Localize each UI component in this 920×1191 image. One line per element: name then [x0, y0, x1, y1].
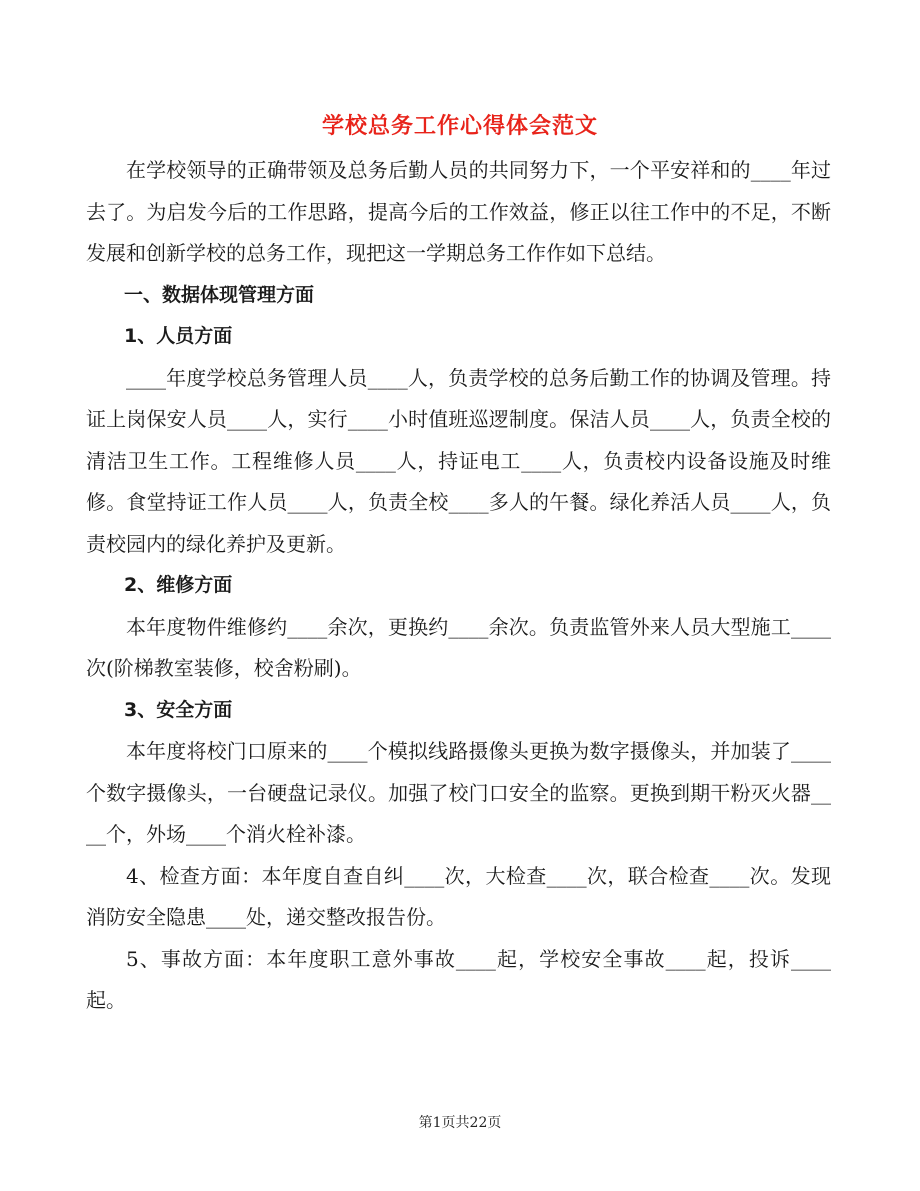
personnel-paragraph: ____年度学校总务管理人员____人，负责学校的总务后勤工作的协调及管理。持证上岗保安人员____人，实行____小时值班巡逻制度。保洁人员____人，负责全校的清洁卫生工作。工程维修人员____人，持证电工____人，负责校内设备设施及时维修。食堂持证工作人员____人，负责全校____多人的午餐。绿化养活人员____人，负责校园内的绿化养护及更新。	[86, 365, 831, 556]
maintenance-paragraph: 本年度物件维修约____余次，更换约____余次。负责监管外来人员大型施工____次(阶梯教室装修，校舍粉刷)。	[86, 614, 831, 680]
document-body	[86, 150, 831, 1022]
accident-paragraph: 5、事故方面：本年度职工意外事故____起，学校安全事故____起，投诉____起。	[86, 946, 831, 1012]
inspection-paragraph: 4、检查方面：本年度自查自纠____次，大检查____次，联合检查____次。发现消防安全隐患____处，递交整改报告份。	[86, 863, 831, 929]
subsection-heading-safety: 3、安全方面	[124, 698, 233, 721]
safety-paragraph: 本年度将校门口原来的____个模拟线路摄像头更换为数字摄像头，并加装了____个数字摄像头，一台硬盘记录仪。加强了校门口安全的监察。更换到期干粉灭火器____个，外场____个消火栓补漆。	[86, 739, 831, 846]
page-number-footer: 第1页共22页	[418, 1115, 502, 1131]
subsection-heading-personnel: 1、人员方面	[124, 325, 233, 347]
subsection-heading-maintenance: 2、维修方面	[124, 574, 233, 596]
intro-paragraph: 在学校领导的正确带领及总务后勤人员的共同努力下，一个平安祥和的____年过去了。为启发今后的工作思路，提高今后的工作效益，修正以往工作中的不足，不断发展和创新学校的总务工作，现把这一学期总务工作作如下总结。	[86, 158, 831, 265]
section-heading-data-management: 一、数据体现管理方面	[124, 283, 315, 306]
document-title: 学校总务工作心得体会范文	[321, 113, 598, 139]
